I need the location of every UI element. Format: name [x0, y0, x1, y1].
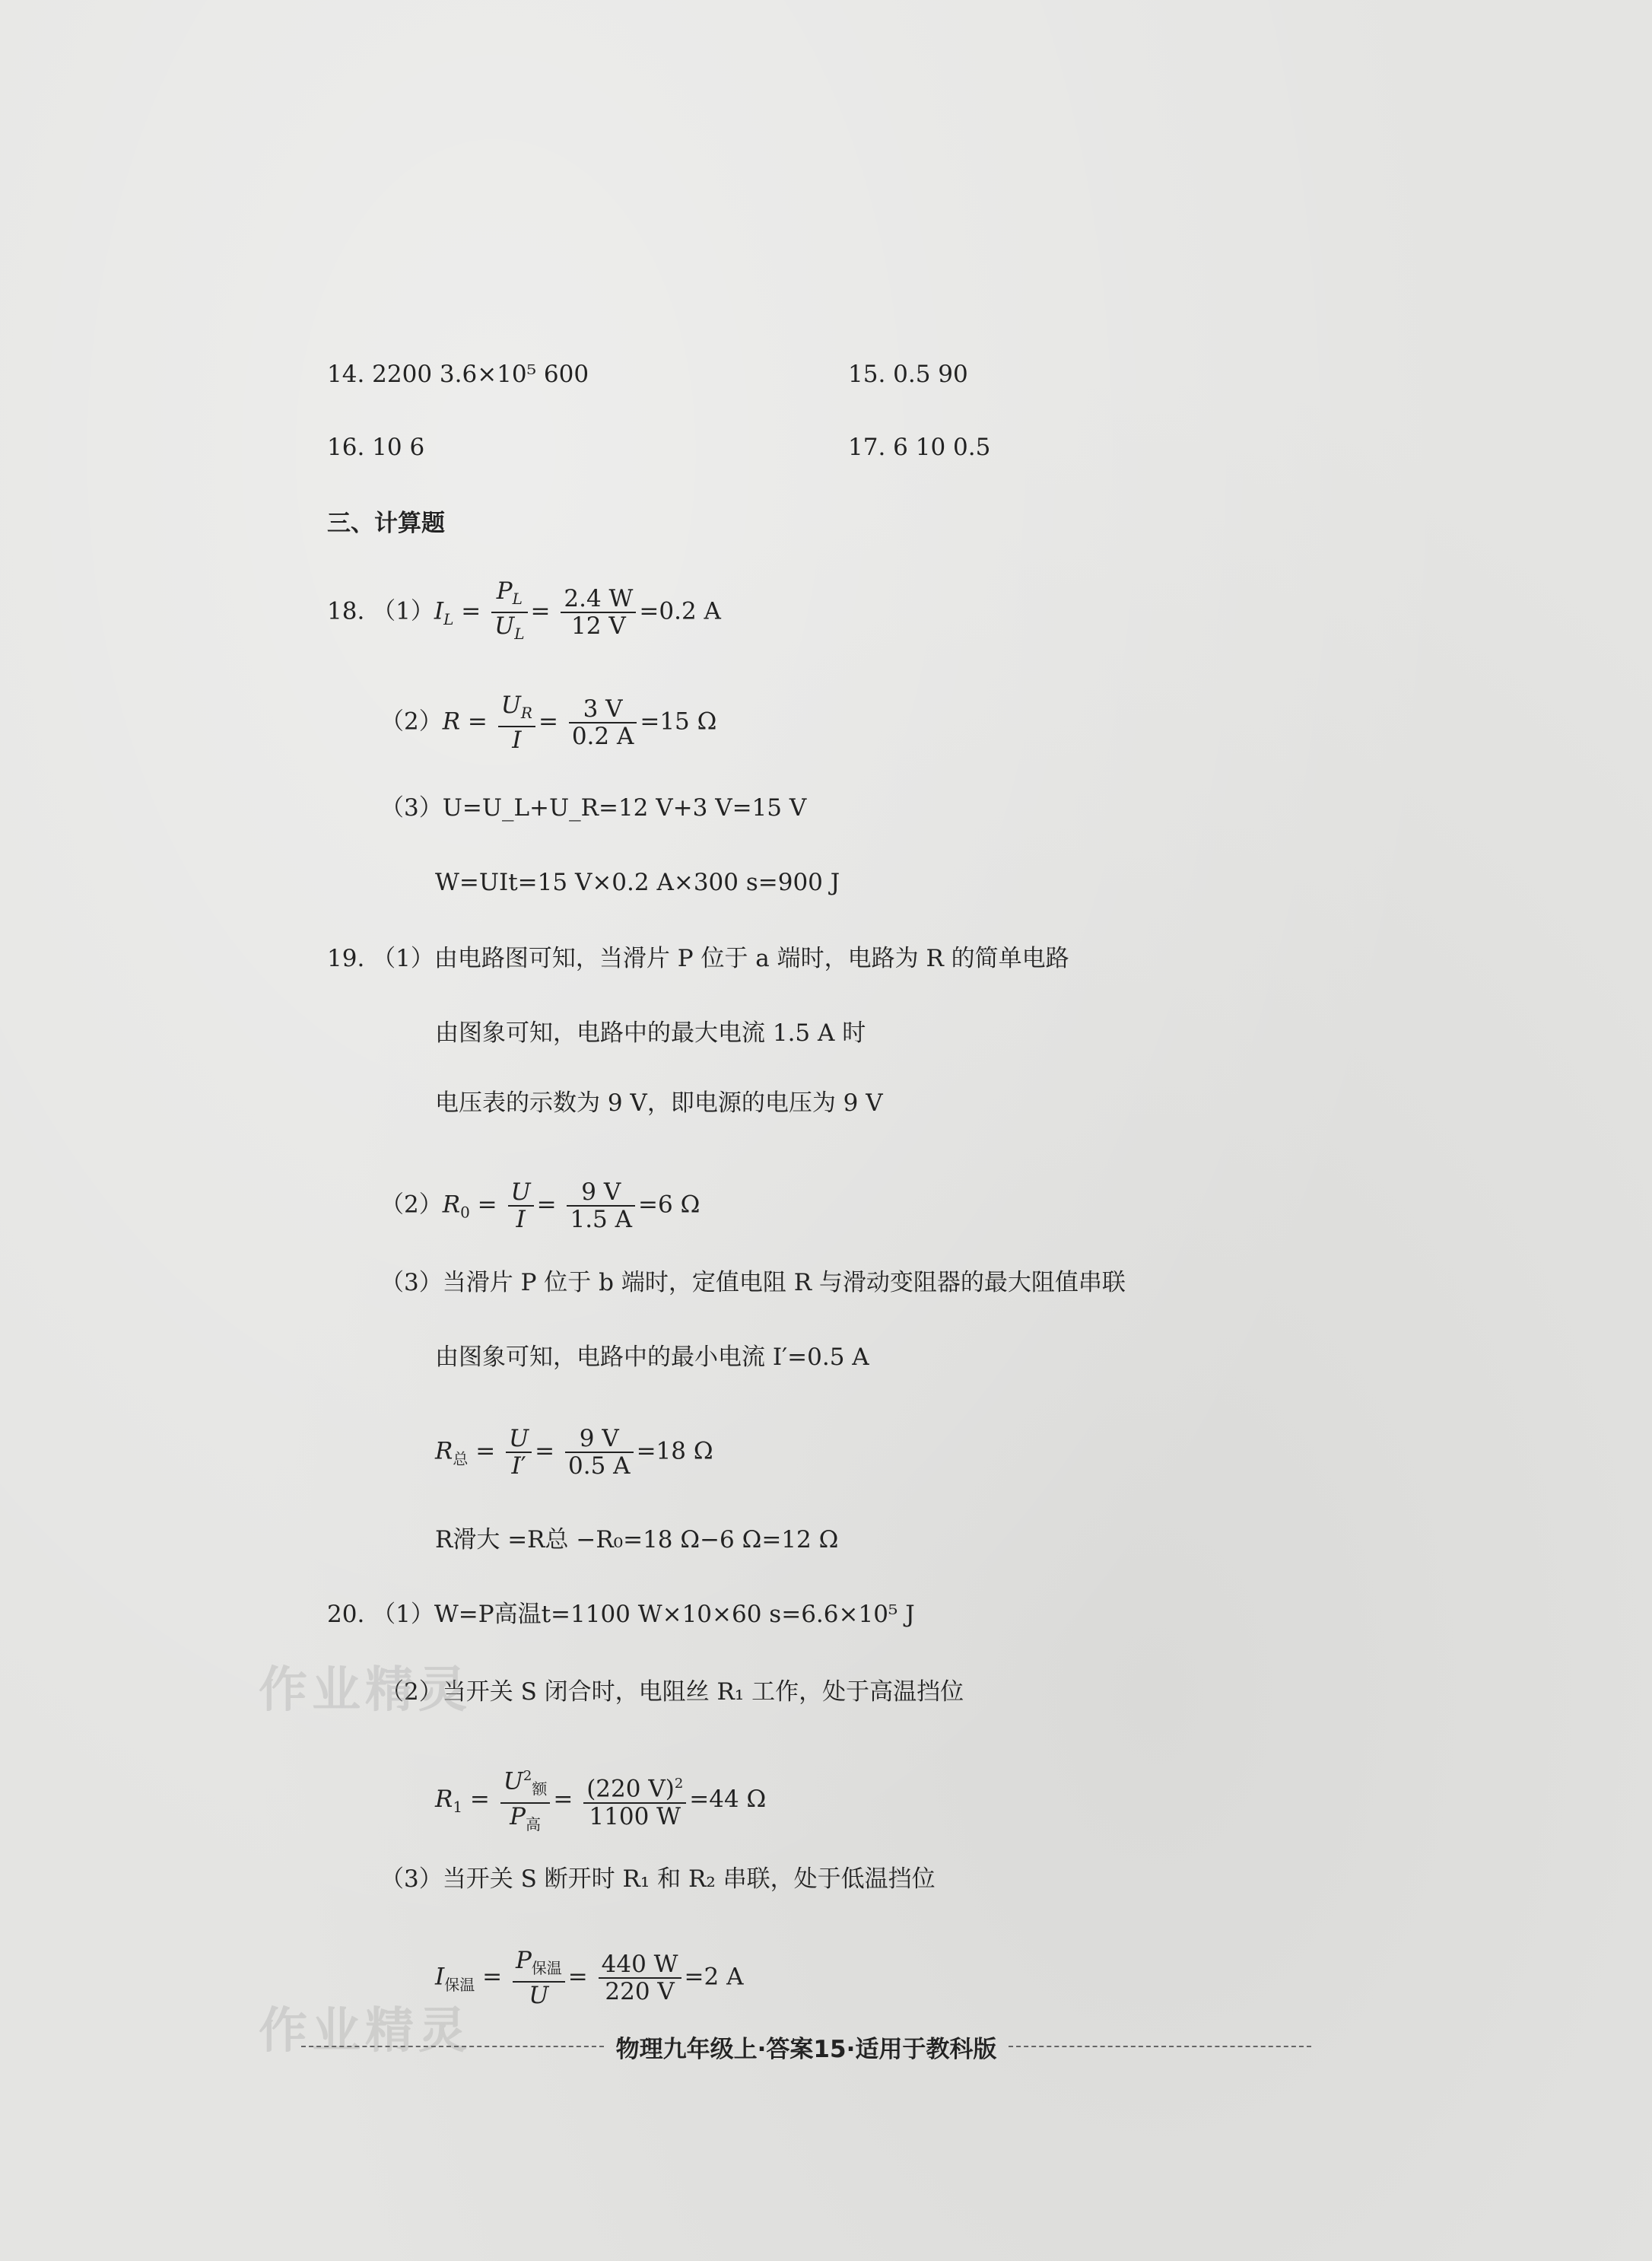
q19-line-4: $(2)R_0$ = $\frac{U}{I}$ = $\frac{9 V}{1.5 A}$ =6 Ω [380, 1178, 701, 1233]
q19-line-3: 电压表的示数为 9 V，即电源的电压为 9 V [435, 1089, 883, 1117]
q18-line-2: （2）R = $\frac{U_R}{I}$ = $\frac{3 V}{0.2 A}$ =15 Ω [380, 692, 717, 755]
answer-16: 16. 10 6 [327, 434, 425, 461]
watermark-2: 作业精灵 [259, 2003, 472, 2059]
q19-line-2: 由图象可知，电路中的最大电流 1.5 A 时 [435, 1019, 866, 1047]
q20-line-1: 20. （1）W=P高温t=1100 W×10×60 s=6.6×10⁵ J [327, 1601, 915, 1628]
watermark-1: 作业精灵 [259, 1662, 472, 1719]
footer-rule-left [301, 2046, 604, 2047]
q18-line-4: W=UIt=15 V×0.2 A×300 s=900 J [435, 869, 840, 896]
q19-line-8: R滑大 =R总 −R₀=18 Ω−6 Ω=12 Ω [435, 1526, 839, 1553]
section-title: 三、计算题 [327, 510, 445, 537]
answer-14: 14. 2200 3.6×10⁵ 600 [327, 361, 589, 388]
q18-line-3: （3）U=U_L+U_R=12 V+3 V=15 V [380, 794, 807, 822]
footer-text: 物理九年级上·答案15·适用于教科版 [615, 2035, 997, 2063]
q20-line-4: （3）当开关 S 断开时 R₁ 和 R₂ 串联，处于低温挡位 [380, 1865, 936, 1893]
q20-line-2: （2）当开关 S 闭合时，电阻丝 R₁ 工作，处于高温挡位 [380, 1678, 964, 1706]
q19-line-1: 19. （1）由电路图可知，当滑片 P 位于 a 端时，电路为 R 的简单电路 [327, 945, 1069, 972]
answer-17: 17. 6 10 0.5 [848, 434, 991, 461]
q20-line-3: $R_1$ = $\frac{U^2_额}{P_高}$ = $\frac{(220 V)^2}{1100 W}$ =44 Ω [435, 1763, 766, 1837]
q19-line-5: （3）当滑片 P 位于 b 端时，定值电阻 R 与滑动变阻器的最大阻值串联 [380, 1269, 1126, 1296]
page-footer [289, 2027, 1323, 2065]
q19-line-6: 由图象可知，电路中的最小电流 I′=0.5 A [435, 1344, 869, 1371]
q19-line-7: $R_总$ = $\frac{U}{I'}$ = $\frac{9 V}{0.5 A}$ =18 Ω [435, 1425, 713, 1480]
q20-line-5: $I_{保温}$ = $\frac{P_{保温}}{U}$ = $\frac{440 W}{220 V}$ =2 A [435, 1947, 744, 2010]
footer-rule-right [1009, 2046, 1311, 2047]
q18-line-1: 18. $(1)I_L$ = $\frac{P_L}{U_L}$ = $\frac{2.4 W}{12 V}$ =0.2 A [327, 577, 721, 644]
answer-15: 15. 0.5 90 [848, 361, 968, 388]
